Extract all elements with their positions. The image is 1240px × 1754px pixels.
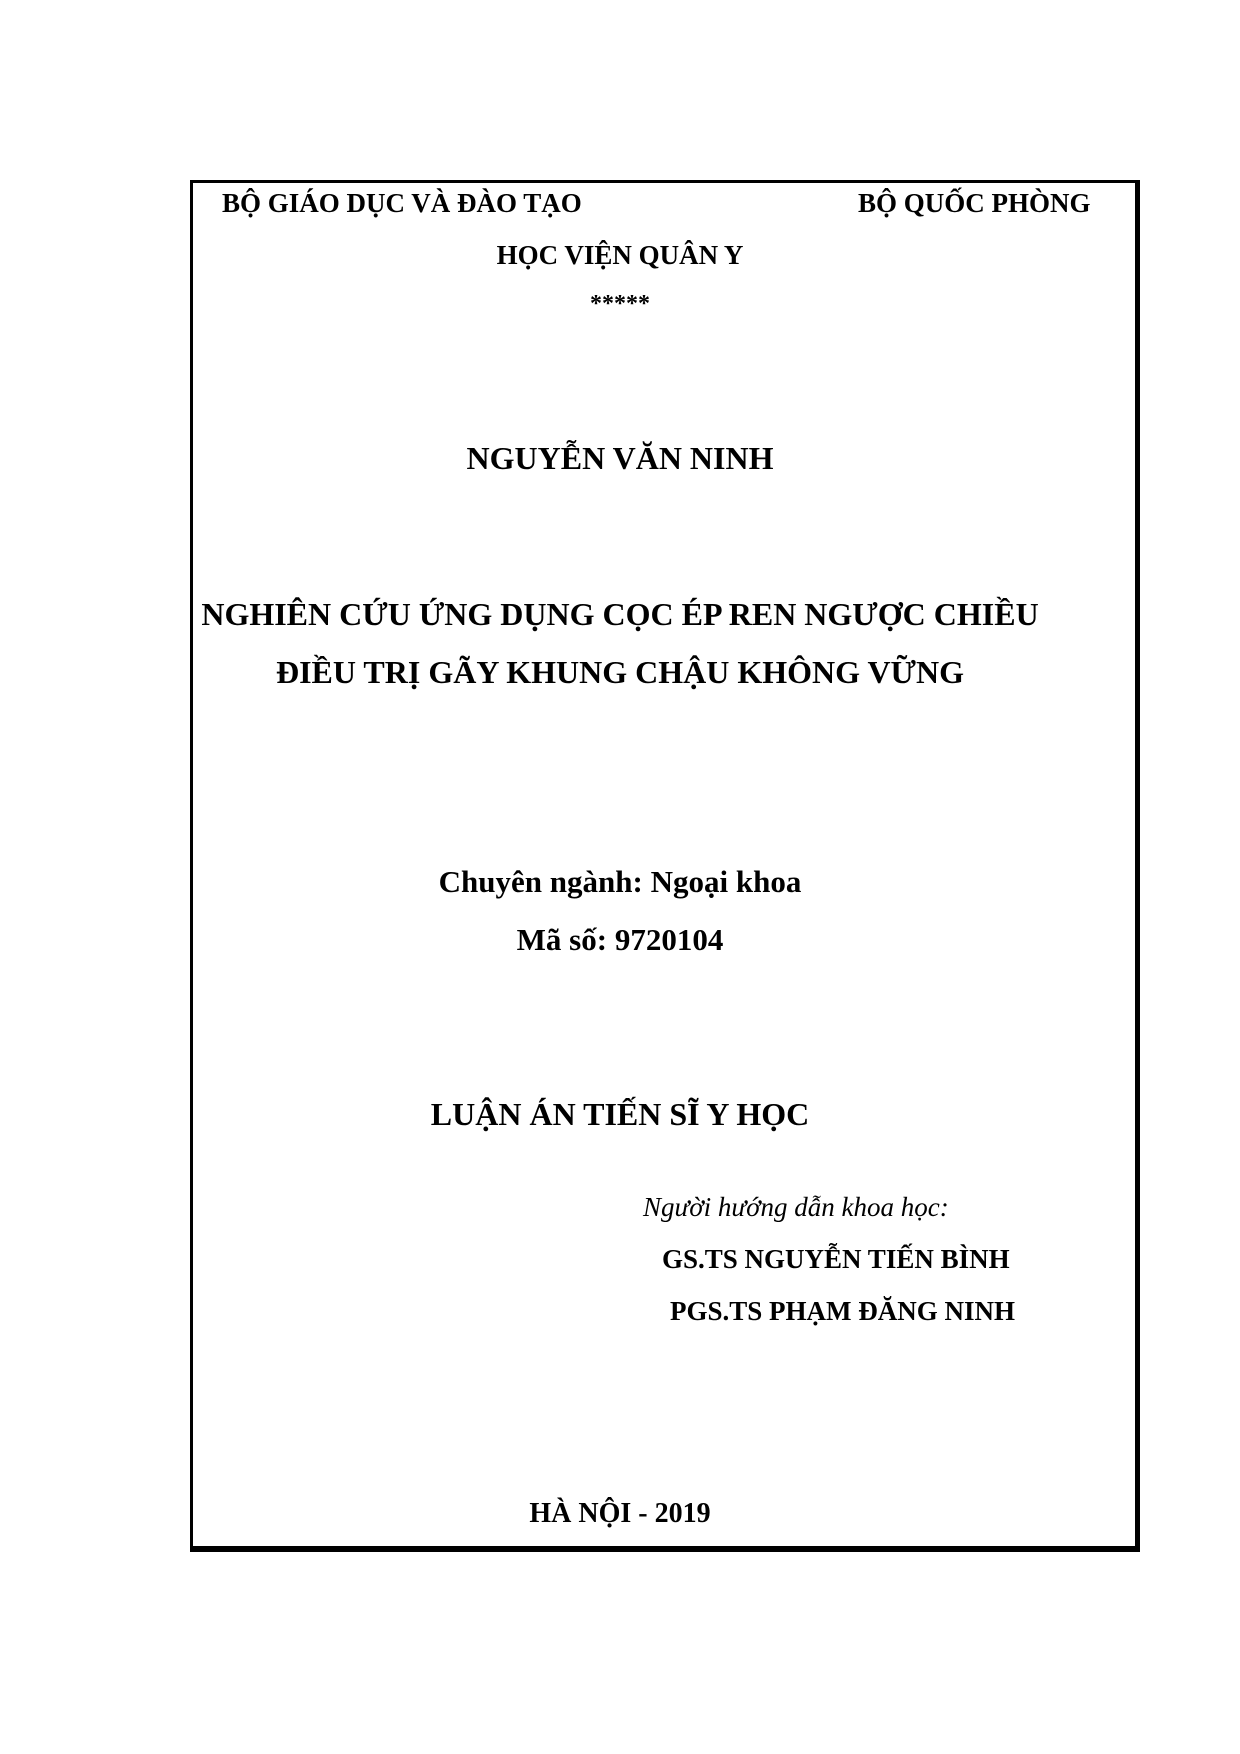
left-ministry: BỘ GIÁO DỤC VÀ ĐÀO TẠO bbox=[222, 188, 582, 218]
advisors-label: Người hướng dẫn khoa học: bbox=[643, 1192, 949, 1222]
institute-name: HỌC VIỆN QUÂN Y bbox=[496, 240, 744, 270]
advisor-2: PGS.TS PHẠM ĐĂNG NINH bbox=[670, 1296, 1016, 1326]
right-ministry: BỘ QUỐC PHÒNG bbox=[858, 188, 1091, 218]
specialty-code: Mã số: 9720104 bbox=[516, 922, 724, 957]
advisor-1: GS.TS NGUYỄN TIẾN BÌNH bbox=[662, 1244, 1010, 1274]
author-name: NGUYỄN VĂN NINH bbox=[466, 440, 774, 476]
thesis-title-line1: NGHIÊN CỨU ỨNG DỤNG CỌC ÉP REN NGƯỢC CHIỀU bbox=[201, 596, 1039, 632]
thesis-title-line2: ĐIỀU TRỊ GÃY KHUNG CHẬU KHÔNG VỮNG bbox=[275, 654, 965, 690]
specialty-major: Chuyên ngành: Ngoại khoa bbox=[438, 864, 802, 899]
degree-title: LUẬN ÁN TIẾN SĨ Y HỌC bbox=[430, 1096, 810, 1132]
place-and-year: HÀ NỘI - 2019 bbox=[529, 1498, 711, 1529]
star-divider: ***** bbox=[590, 291, 650, 317]
